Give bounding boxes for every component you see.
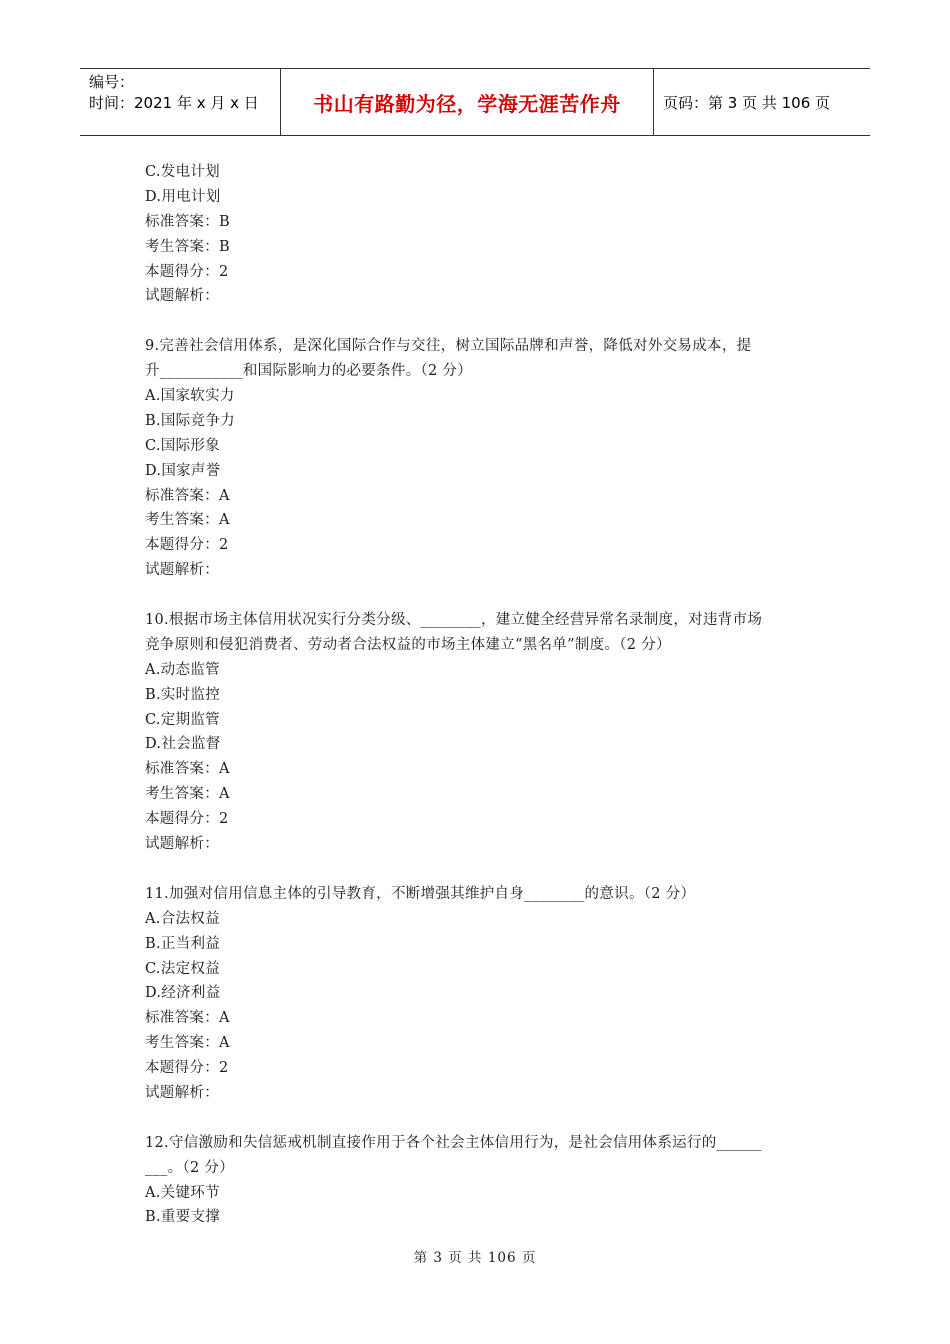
option-d: D.用电计划 (145, 188, 221, 205)
standard-answer: 标准答案：B (145, 213, 230, 230)
page-footer: 第 3 页 共 106 页 (413, 1250, 537, 1266)
option-b: B.实时监控 (145, 686, 221, 703)
question-block-11 (145, 882, 815, 1106)
question-analysis: 试题解析： (145, 1084, 219, 1101)
question-score: 本题得分：2 (145, 811, 229, 828)
option-c: C.发电计划 (145, 164, 220, 180)
standard-answer: 标准答案：A (145, 761, 230, 778)
question-stem: 9.完善社会信用体系，是深化国际合作与交往，树立国际品牌和声誉，降低对外交易成本，提 (145, 338, 752, 355)
question-stem: 升___________和国际影响力的必要条件。（2 分） (145, 363, 473, 380)
student-answer: 考生答案：B (145, 238, 230, 255)
question-score: 本题得分：2 (145, 537, 229, 554)
option-d: D.社会监督 (145, 736, 221, 753)
header-motto: 书山有路勤为径，学海无涯苦作舟 (281, 69, 654, 135)
question-block-12 (145, 1131, 815, 1231)
document-body (145, 160, 815, 1230)
header-page-number: 页码：第 3 页 共 106 页 (663, 93, 831, 112)
option-c: C.法定权益 (145, 960, 220, 977)
question-block-10 (145, 608, 815, 857)
option-d: D.经济利益 (145, 985, 221, 1002)
question-stem: ___。（2 分） (145, 1159, 235, 1176)
option-c: C.国际形象 (145, 437, 220, 454)
question-analysis: 试题解析： (145, 836, 219, 853)
option-c: C.定期监管 (145, 711, 220, 728)
option-a: A.合法权益 (145, 910, 220, 927)
student-answer: 考生答案：A (145, 512, 230, 529)
option-a: A.关键环节 (145, 1184, 220, 1201)
question-analysis: 试题解析： (145, 562, 219, 579)
question-stem: 11.加强对信用信息主体的引导教育，不断增强其维护自身________的意识。（2 分） (145, 885, 696, 902)
standard-answer: 标准答案：A (145, 487, 230, 504)
option-a: A.国家软实力 (145, 388, 235, 405)
question-analysis: 试题解析： (145, 288, 219, 305)
option-a: A.动态监管 (145, 661, 220, 678)
question-stem: 竞争原则和侵犯消费者、劳动者合法权益的市场主体建立“黑名单”制度。（2 分） (145, 636, 671, 653)
question-score: 本题得分：2 (145, 263, 229, 280)
student-answer: 考生答案：A (145, 1035, 230, 1052)
question-stem: 10.根据市场主体信用状况实行分类分级、________，建立健全经营异常名录制度，对违背市场 (145, 612, 763, 629)
question-block-9 (145, 334, 815, 583)
question-stem: 12.守信激励和失信惩戒机制直接作用于各个社会主体信用行为，是社会信用体系运行的______ (145, 1134, 762, 1151)
document-number-label: 编号： (89, 73, 135, 91)
option-d: D.国家声誉 (145, 462, 221, 479)
standard-answer: 标准答案：A (145, 1010, 230, 1027)
question-score: 本题得分：2 (145, 1060, 229, 1077)
question-block-prev (145, 160, 815, 309)
header-info (80, 69, 281, 135)
option-b: B.正当利益 (145, 935, 221, 952)
option-b: B.重要支撑 (145, 1209, 221, 1226)
student-answer: 考生答案：A (145, 786, 230, 803)
option-b: B.国际竞争力 (145, 412, 235, 429)
page-header (80, 68, 870, 136)
document-date: 时间：2021 年 x 月 x 日 (89, 94, 259, 112)
